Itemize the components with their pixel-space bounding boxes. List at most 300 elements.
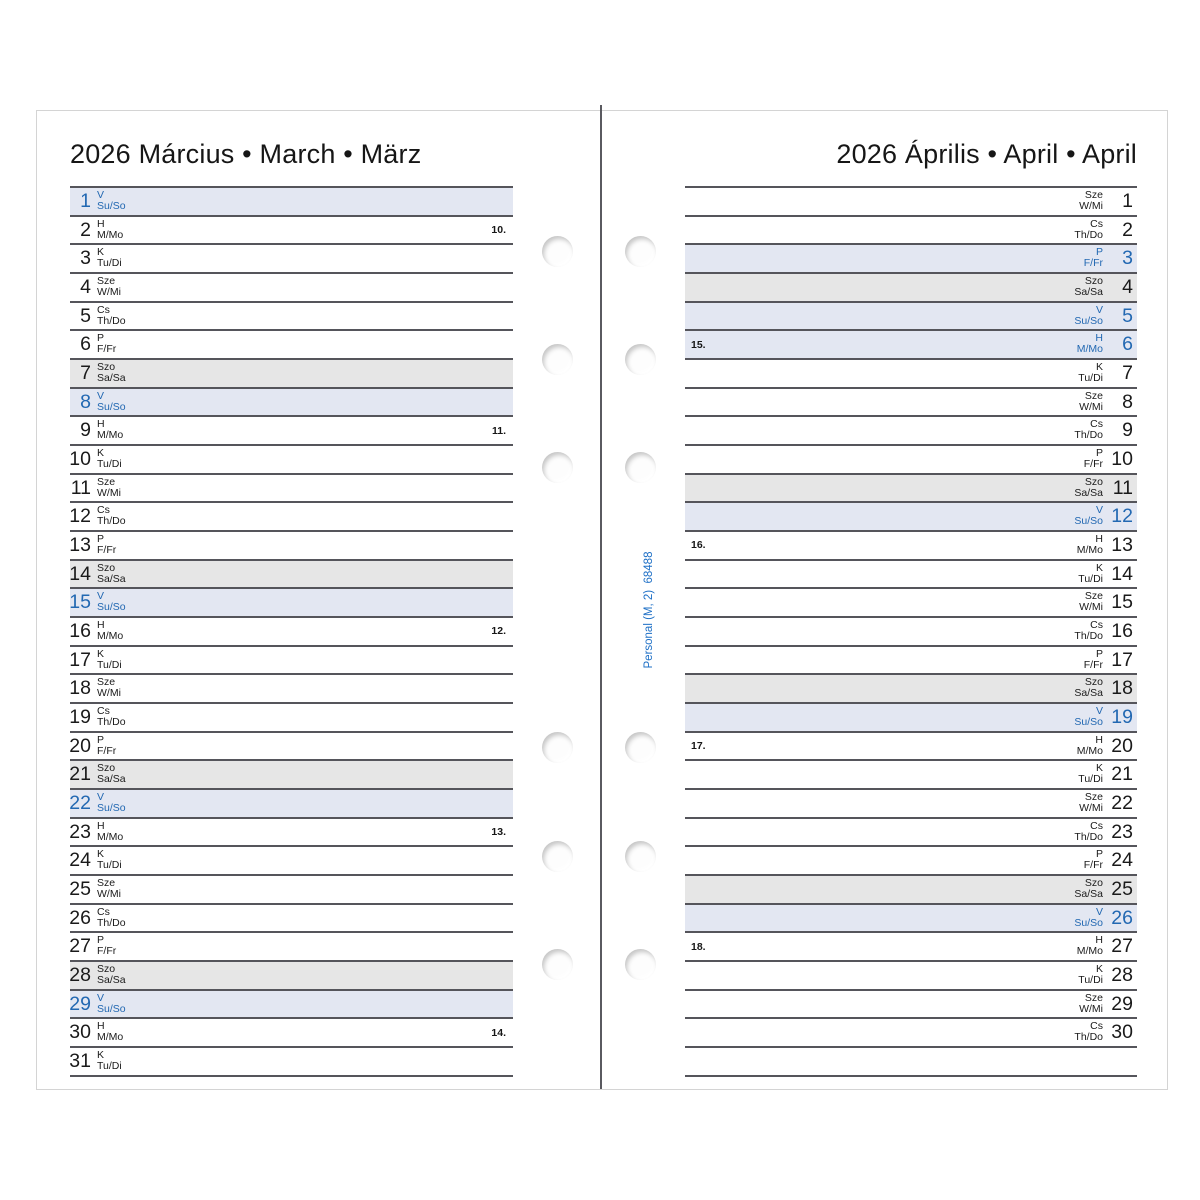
day-number: 1 (80, 189, 91, 212)
day-number: 14 (69, 562, 91, 585)
day-abbreviation-hu: Cs (97, 705, 110, 718)
day-abbreviation-hu: Cs (1090, 619, 1103, 632)
day-abbreviation-hu: H (97, 619, 105, 632)
day-abbreviation (97, 505, 126, 527)
day-number: 17 (69, 648, 91, 671)
day-row-april-11 (685, 473, 1137, 502)
week-number: 11. (491, 424, 506, 437)
day-abbreviation (1079, 391, 1103, 413)
day-row-march-1 (70, 186, 513, 215)
day-abbreviation-hu: Sze (1084, 389, 1103, 402)
day-abbreviation-en-de: Su/So (1074, 515, 1103, 528)
day-abbreviation-hu: Szo (97, 762, 116, 775)
day-abbreviation-en-de: Tu/Di (1078, 773, 1103, 786)
day-number: 26 (69, 906, 91, 929)
day-row-march-29 (70, 989, 513, 1018)
week-number: 10. (491, 224, 506, 236)
day-number: 8 (80, 390, 91, 413)
day-number: 12 (69, 505, 91, 528)
day-abbreviation (97, 591, 126, 613)
day-abbreviation-en-de: Su/So (97, 400, 126, 413)
day-abbreviation-hu: Szo (1084, 475, 1103, 488)
empty-day-row (685, 1046, 1137, 1075)
day-abbreviation-en-de: Sa/Sa (1074, 687, 1103, 700)
day-number: 30 (1111, 1021, 1133, 1044)
day-row-march-24 (70, 845, 513, 874)
day-abbreviation (1074, 276, 1103, 298)
day-abbreviation-hu: V (97, 590, 105, 603)
day-row-april-19 (685, 702, 1137, 731)
day-abbreviation-hu: Cs (1090, 217, 1103, 230)
day-abbreviation (1077, 333, 1103, 355)
day-abbreviation (97, 792, 126, 814)
day-row-april-28 (685, 960, 1137, 989)
day-abbreviation-en-de: Tu/Di (97, 658, 122, 671)
day-abbreviation-hu: Szo (97, 561, 116, 574)
day-abbreviation-en-de: M/Mo (97, 228, 124, 241)
day-number: 15 (1111, 591, 1133, 614)
day-abbreviation (97, 935, 116, 957)
day-number: 9 (1122, 419, 1133, 442)
binder-hole (625, 236, 656, 267)
day-abbreviation-hu: P (97, 733, 105, 746)
day-abbreviation-hu: Cs (1090, 1020, 1103, 1033)
day-abbreviation (1079, 190, 1103, 212)
day-abbreviation-en-de: Th/Do (97, 916, 126, 929)
day-row-april-4 (685, 272, 1137, 301)
day-abbreviation (1074, 305, 1103, 327)
day-number: 2 (80, 218, 91, 241)
day-abbreviation-en-de: Sa/Sa (97, 974, 126, 987)
day-abbreviation (97, 534, 116, 556)
week-number: 14. (491, 1026, 506, 1039)
day-abbreviation-hu: P (1095, 647, 1103, 660)
day-abbreviation-hu: V (97, 389, 105, 402)
day-abbreviation-en-de: M/Mo (97, 429, 124, 442)
day-abbreviation-hu: P (97, 533, 105, 546)
day-number: 5 (1122, 304, 1133, 327)
day-abbreviation (1078, 763, 1103, 785)
day-abbreviation-hu: P (1095, 246, 1103, 259)
day-abbreviation-hu: K (97, 647, 105, 660)
page-divider-line (600, 105, 602, 1089)
day-row-march-11 (70, 473, 513, 502)
day-abbreviation-en-de: W/Mi (1079, 400, 1103, 413)
day-number: 19 (1111, 705, 1133, 728)
day-abbreviation (1078, 362, 1103, 384)
day-row-march-25 (70, 874, 513, 903)
day-abbreviation (1078, 964, 1103, 986)
day-abbreviation-hu: H (1095, 733, 1103, 746)
day-number: 15 (69, 591, 91, 614)
day-abbreviation-en-de: Th/Do (1074, 429, 1103, 442)
day-abbreviation (1077, 735, 1103, 757)
day-number: 29 (69, 992, 91, 1015)
day-abbreviation-en-de: Su/So (97, 200, 126, 212)
day-abbreviation-hu: Szo (97, 963, 116, 976)
day-number: 23 (69, 820, 91, 843)
day-number: 24 (69, 849, 91, 872)
day-abbreviation (97, 620, 123, 642)
day-row-march-6 (70, 329, 513, 358)
day-abbreviation-en-de: M/Mo (97, 1031, 124, 1044)
day-abbreviation-hu: V (1095, 705, 1103, 718)
day-abbreviation-hu: Cs (97, 905, 110, 918)
day-number: 25 (1111, 877, 1133, 900)
day-abbreviation (97, 477, 121, 499)
day-abbreviation-en-de: W/Mi (97, 286, 121, 299)
day-row-april-24 (685, 845, 1137, 874)
day-abbreviation (1074, 1021, 1103, 1043)
day-abbreviation-hu: Cs (97, 303, 110, 316)
day-abbreviation-hu: V (97, 791, 105, 804)
day-number: 16 (69, 619, 91, 642)
day-row-april-3 (685, 243, 1137, 272)
day-abbreviation-hu: Sze (97, 676, 116, 689)
day-abbreviation-hu: Sze (1084, 189, 1103, 201)
day-row-april-17 (685, 645, 1137, 674)
day-row-march-7 (70, 358, 513, 387)
day-abbreviation (97, 649, 122, 671)
day-abbreviation (97, 362, 126, 384)
day-abbreviation-hu: H (97, 819, 105, 832)
day-abbreviation-hu: Szo (1084, 275, 1103, 288)
day-abbreviation (97, 448, 122, 470)
day-abbreviation (97, 907, 126, 929)
day-abbreviation-hu: Sze (1084, 991, 1103, 1004)
day-row-april-16 (685, 616, 1137, 645)
day-abbreviation-hu: Cs (1090, 418, 1103, 431)
day-row-april-27 (685, 931, 1137, 960)
day-abbreviation (97, 878, 121, 900)
day-abbreviation-en-de: Tu/Di (97, 1060, 122, 1073)
day-abbreviation-hu: Szo (1084, 676, 1103, 689)
day-abbreviation (97, 1050, 122, 1072)
day-number: 26 (1111, 906, 1133, 929)
day-row-march-31 (70, 1046, 513, 1075)
day-row-march-12 (70, 501, 513, 530)
day-abbreviation-en-de: Su/So (1074, 716, 1103, 729)
day-abbreviation (97, 305, 126, 327)
day-row-april-5 (685, 301, 1137, 330)
day-abbreviation (97, 247, 122, 269)
day-abbreviation-hu: P (1095, 848, 1103, 861)
day-row-march-2 (70, 215, 513, 244)
day-abbreviation (1079, 993, 1103, 1015)
day-abbreviation-en-de: Sa/Sa (97, 773, 126, 786)
page-title-april: 2026 Április • April • April (836, 139, 1137, 169)
day-number: 27 (69, 935, 91, 958)
day-abbreviation-hu: P (97, 332, 105, 345)
day-abbreviation (1084, 247, 1103, 269)
day-abbreviation (97, 706, 126, 728)
day-abbreviation-en-de: M/Mo (97, 630, 124, 643)
day-abbreviation-en-de: Sa/Sa (1074, 286, 1103, 299)
day-row-april-1 (685, 186, 1137, 215)
day-number: 5 (80, 304, 91, 327)
day-number: 19 (69, 705, 91, 728)
day-number: 13 (1111, 533, 1133, 556)
day-abbreviation-en-de: Th/Do (1074, 830, 1103, 843)
day-abbreviation (1074, 419, 1103, 441)
day-number: 7 (80, 361, 91, 384)
day-row-march-27 (70, 931, 513, 960)
day-number: 12 (1111, 505, 1133, 528)
day-abbreviation-en-de: W/Mi (1079, 200, 1103, 212)
day-row-march-22 (70, 788, 513, 817)
day-number: 28 (1111, 963, 1133, 986)
day-abbreviation-hu: Sze (1084, 590, 1103, 603)
day-abbreviation-en-de: M/Mo (1076, 744, 1103, 757)
day-abbreviation-en-de: M/Mo (1076, 945, 1103, 958)
day-number: 23 (1111, 820, 1133, 843)
day-row-april-6 (685, 329, 1137, 358)
day-abbreviation (1074, 878, 1103, 900)
day-row-march-21 (70, 759, 513, 788)
april-day-grid (685, 186, 1137, 1077)
day-row-march-8 (70, 387, 513, 416)
day-row-april-8 (685, 387, 1137, 416)
week-number: 13. (491, 826, 506, 839)
day-number: 3 (1122, 247, 1133, 270)
binder-hole (542, 949, 573, 980)
day-abbreviation-hu: V (1095, 303, 1103, 316)
day-number: 2 (1122, 218, 1133, 241)
day-abbreviation-en-de: M/Mo (97, 830, 124, 843)
day-row-march-26 (70, 903, 513, 932)
day-abbreviation (97, 276, 121, 298)
day-row-april-29 (685, 989, 1137, 1018)
day-abbreviation (1084, 849, 1103, 871)
day-row-march-10 (70, 444, 513, 473)
day-abbreviation-en-de: M/Mo (1076, 343, 1103, 356)
day-abbreviation-en-de: F/Fr (97, 343, 117, 356)
day-abbreviation-en-de: W/Mi (1079, 802, 1103, 815)
day-row-april-25 (685, 874, 1137, 903)
day-abbreviation-en-de: Th/Do (97, 515, 126, 528)
day-number: 8 (1122, 390, 1133, 413)
day-abbreviation-hu: H (97, 1020, 105, 1033)
day-number: 18 (1111, 677, 1133, 700)
day-abbreviation-hu: P (97, 934, 105, 947)
day-row-march-13 (70, 530, 513, 559)
day-abbreviation-en-de: F/Fr (97, 544, 117, 557)
binder-hole (542, 841, 573, 872)
day-abbreviation-hu: H (97, 418, 105, 431)
day-abbreviation-hu: H (1095, 332, 1103, 345)
day-number: 20 (1111, 734, 1133, 757)
week-number: 15. (691, 338, 706, 351)
day-row-april-22 (685, 788, 1137, 817)
day-number: 14 (1111, 562, 1133, 585)
day-abbreviation-en-de: F/Fr (97, 744, 117, 757)
day-abbreviation-hu: H (1095, 934, 1103, 947)
day-abbreviation-en-de: Tu/Di (1078, 372, 1103, 385)
day-number: 4 (80, 275, 91, 298)
day-abbreviation-hu: Sze (1084, 791, 1103, 804)
day-abbreviation-en-de: Su/So (97, 601, 126, 614)
day-abbreviation-en-de: Sa/Sa (1074, 486, 1103, 499)
day-abbreviation-en-de: Th/Do (1074, 1031, 1103, 1044)
day-abbreviation-en-de: F/Fr (1083, 859, 1103, 872)
day-abbreviation (97, 190, 126, 212)
day-row-march-3 (70, 243, 513, 272)
day-row-march-15 (70, 587, 513, 616)
day-abbreviation (1074, 477, 1103, 499)
day-abbreviation (1074, 706, 1103, 728)
day-abbreviation-hu: V (1095, 905, 1103, 918)
day-abbreviation-hu: K (97, 447, 105, 460)
day-row-march-17 (70, 645, 513, 674)
day-abbreviation-hu: V (1095, 504, 1103, 517)
day-number: 21 (69, 763, 91, 786)
day-row-march-30 (70, 1017, 513, 1046)
day-abbreviation-en-de: Sa/Sa (1074, 888, 1103, 901)
day-abbreviation (1074, 620, 1103, 642)
day-abbreviation (97, 735, 116, 757)
day-abbreviation (97, 333, 116, 355)
day-abbreviation-hu: K (1095, 963, 1103, 976)
day-number: 16 (1111, 619, 1133, 642)
day-abbreviation-hu: P (1095, 447, 1103, 460)
day-number: 18 (69, 677, 91, 700)
day-number: 6 (1122, 333, 1133, 356)
binder-hole (542, 344, 573, 375)
binder-hole (625, 841, 656, 872)
day-abbreviation-en-de: Th/Do (1074, 228, 1103, 241)
day-abbreviation-en-de: Sa/Sa (97, 572, 126, 585)
day-abbreviation (97, 563, 126, 585)
day-abbreviation-hu: Sze (97, 275, 116, 288)
day-abbreviation-hu: H (1095, 533, 1103, 546)
day-row-march-5 (70, 301, 513, 330)
day-number: 30 (69, 1021, 91, 1044)
day-abbreviation-en-de: F/Fr (97, 945, 117, 958)
day-abbreviation (1074, 907, 1103, 929)
day-row-march-23 (70, 817, 513, 846)
day-row-april-15 (685, 587, 1137, 616)
day-abbreviation-hu: K (97, 246, 105, 259)
day-abbreviation-en-de: Tu/Di (1078, 974, 1103, 987)
day-abbreviation-en-de: Su/So (97, 802, 126, 815)
day-abbreviation-hu: K (1095, 361, 1103, 374)
day-abbreviation-en-de: F/Fr (1083, 458, 1103, 471)
day-abbreviation (1079, 792, 1103, 814)
day-row-march-20 (70, 731, 513, 760)
day-abbreviation (1074, 677, 1103, 699)
day-number: 10 (69, 447, 91, 470)
day-abbreviation (97, 391, 126, 413)
day-abbreviation (1074, 219, 1103, 241)
day-abbreviation (97, 993, 126, 1015)
day-abbreviation-en-de: W/Mi (1079, 1002, 1103, 1015)
day-abbreviation-en-de: M/Mo (1076, 544, 1103, 557)
day-row-april-14 (685, 559, 1137, 588)
day-row-april-10 (685, 444, 1137, 473)
day-number: 1 (1122, 189, 1133, 212)
day-number: 4 (1122, 275, 1133, 298)
day-row-april-18 (685, 673, 1137, 702)
day-abbreviation-en-de: W/Mi (97, 486, 121, 499)
day-abbreviation-en-de: Su/So (1074, 314, 1103, 327)
week-number: 18. (691, 940, 706, 953)
day-row-march-4 (70, 272, 513, 301)
day-row-april-21 (685, 759, 1137, 788)
day-row-march-28 (70, 960, 513, 989)
day-abbreviation-hu: Szo (97, 361, 116, 374)
day-row-april-20 (685, 731, 1137, 760)
day-abbreviation-hu: Cs (1090, 819, 1103, 832)
day-abbreviation-hu: Sze (97, 475, 116, 488)
day-abbreviation-en-de: Tu/Di (97, 859, 122, 872)
day-row-april-30 (685, 1017, 1137, 1046)
week-number: 16. (691, 539, 706, 552)
day-number: 31 (69, 1049, 91, 1072)
day-row-march-19 (70, 702, 513, 731)
day-abbreviation (97, 677, 121, 699)
day-abbreviation (97, 821, 123, 843)
day-abbreviation (97, 219, 123, 241)
day-abbreviation-hu: Sze (97, 877, 116, 890)
week-number: 12. (491, 625, 506, 638)
day-number: 24 (1111, 849, 1133, 872)
day-abbreviation-en-de: Tu/Di (1078, 572, 1103, 585)
page-title-march: 2026 Március • March • März (70, 139, 422, 169)
day-abbreviation (1084, 649, 1103, 671)
day-number: 9 (80, 419, 91, 442)
day-number: 22 (69, 791, 91, 814)
day-abbreviation (97, 964, 126, 986)
day-abbreviation (1078, 563, 1103, 585)
day-number: 17 (1111, 648, 1133, 671)
day-number: 11 (1112, 476, 1133, 499)
day-row-march-16 (70, 616, 513, 645)
binder-hole (625, 949, 656, 980)
day-row-april-13 (685, 530, 1137, 559)
day-number: 29 (1111, 992, 1133, 1015)
day-number: 25 (69, 877, 91, 900)
day-row-march-9 (70, 415, 513, 444)
march-day-grid (70, 186, 513, 1077)
week-number: 17. (691, 740, 706, 753)
day-abbreviation (97, 849, 122, 871)
day-number: 20 (69, 734, 91, 757)
day-abbreviation (1084, 448, 1103, 470)
day-abbreviation-en-de: Sa/Sa (97, 372, 126, 385)
binder-hole (625, 344, 656, 375)
day-row-march-14 (70, 559, 513, 588)
binder-hole (542, 732, 573, 763)
day-row-march-18 (70, 673, 513, 702)
day-abbreviation-en-de: Su/So (97, 1002, 126, 1015)
day-abbreviation-hu: V (97, 189, 105, 201)
day-abbreviation-en-de: W/Mi (1079, 601, 1103, 614)
binder-hole (542, 236, 573, 267)
day-abbreviation-en-de: Tu/Di (97, 458, 122, 471)
day-number: 27 (1111, 935, 1133, 958)
day-number: 6 (80, 333, 91, 356)
binder-hole (542, 452, 573, 483)
day-row-april-9 (685, 415, 1137, 444)
day-number: 3 (80, 247, 91, 270)
day-abbreviation (1074, 821, 1103, 843)
binder-hole (625, 452, 656, 483)
day-abbreviation-hu: K (97, 1049, 105, 1062)
day-abbreviation-hu: H (97, 217, 105, 230)
day-row-april-7 (685, 358, 1137, 387)
day-abbreviation-hu: K (97, 848, 105, 861)
binder-hole (625, 732, 656, 763)
